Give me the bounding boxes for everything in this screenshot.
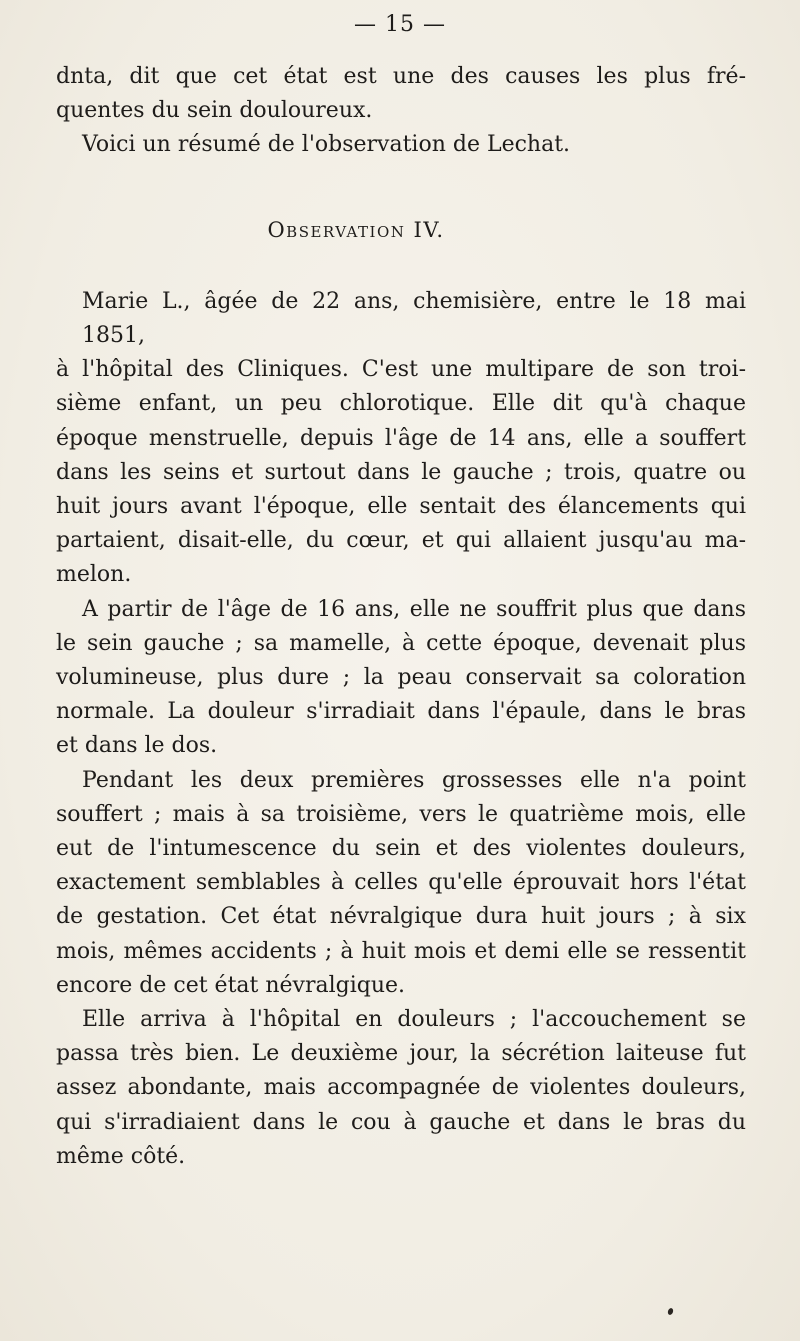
text-line: exactement semblables à celles qu'elle éprouvait hors l'état xyxy=(56,870,746,896)
text-line: partaient, disait-elle, du cœur, et qui allaient jusqu'au ma- xyxy=(56,528,746,554)
text-line: même côté. xyxy=(56,1143,186,1169)
intro-paragraph xyxy=(56,60,746,163)
text-line: encore de cet état névralgique. xyxy=(56,972,406,998)
text-line: Marie L., âgée de 22 ans, chemisière, entre le 18 mai 1851, xyxy=(82,288,746,349)
text-line: qui s'irradiaient dans le cou à gauche et dans le bras du xyxy=(56,1109,746,1135)
observation-paragraph xyxy=(56,285,746,593)
text-line: dnta, dit que cet état est une des causes les plus fré- xyxy=(56,64,746,89)
ink-speck xyxy=(667,1307,674,1315)
observation-heading: Observation IV. xyxy=(267,217,445,242)
text-line: sième enfant, un peu chlorotique. Elle dit qu'à chaque xyxy=(56,391,746,417)
text-line: souffert ; mais à sa troisième, vers le quatrième mois, elle xyxy=(56,801,746,827)
observation-paragraph xyxy=(56,593,746,764)
observation-paragraph xyxy=(56,1003,746,1174)
text-line: dans les seins et surtout dans le gauche ; trois, quatre ou xyxy=(56,459,746,485)
text-line: le sein gauche ; sa mamelle, à cette époque, devenait plus xyxy=(56,630,746,656)
text-line: mois, mêmes accidents ; à huit mois et demi elle se ressentit xyxy=(56,938,746,964)
text-line: Elle arriva à l'hôpital en douleurs ; l'accouchement se xyxy=(82,1007,746,1033)
text-line: époque menstruelle, depuis l'âge de 14 ans, elle a souffert xyxy=(56,425,746,451)
text-line: melon. xyxy=(56,562,132,588)
observation-paragraph xyxy=(56,764,746,1003)
text-line: assez abondante, mais accompagnée de violentes douleurs, xyxy=(56,1075,746,1101)
page-number: — 15 — xyxy=(354,12,446,37)
text-line: huit jours avant l'époque, elle sentait des élancements qui xyxy=(56,494,746,520)
text-line: à l'hôpital des Cliniques. C'est une multipare de son troi- xyxy=(56,357,746,383)
text-line: quentes du sein douloureux. xyxy=(56,98,373,124)
text-line: volumineuse, plus dure ; la peau conservait sa coloration xyxy=(56,665,746,691)
text-line: et dans le dos. xyxy=(56,733,218,759)
text-line: de gestation. Cet état névralgique dura huit jours ; à six xyxy=(56,904,746,930)
page-text xyxy=(56,60,746,1174)
text-line: normale. La douleur s'irradiait dans l'épaule, dans le bras xyxy=(56,699,746,725)
text-line: eut de l'intumescence du sein et des violentes douleurs, xyxy=(56,836,746,862)
text-line: Voici un résumé de l'observation de Lechat. xyxy=(82,132,571,158)
text-line: Pendant les deux premières grossesses elle n'a point xyxy=(82,767,746,793)
text-line: A partir de l'âge de 16 ans, elle ne souffrit plus que dans xyxy=(82,596,746,622)
text-line: passa très bien. Le deuxième jour, la sécrétion laiteuse fut xyxy=(56,1041,746,1067)
